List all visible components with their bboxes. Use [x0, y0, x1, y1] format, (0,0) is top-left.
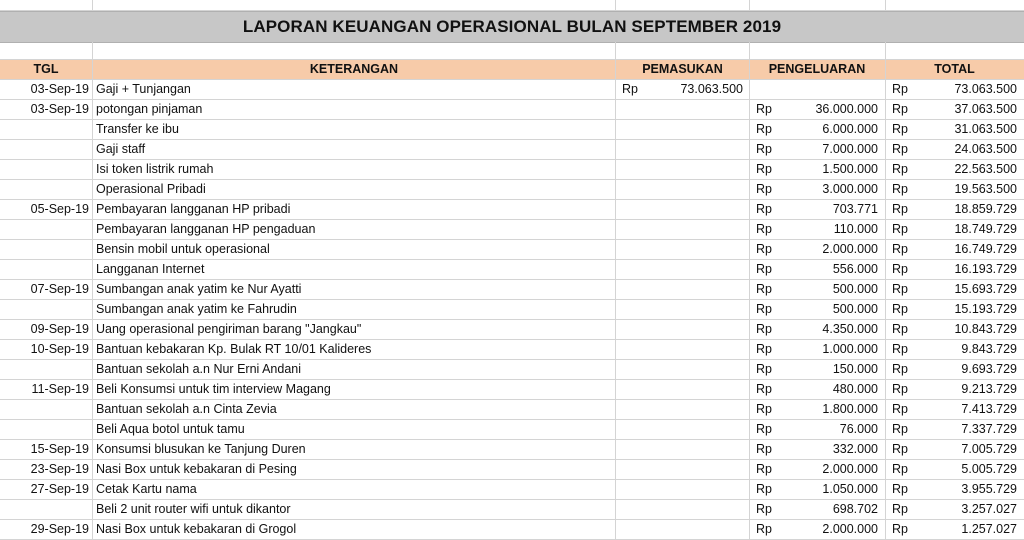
currency-label: Rp	[892, 442, 908, 456]
cell-pemasukan[interactable]	[616, 140, 750, 160]
amount-value: 73.063.500	[680, 82, 743, 96]
amount-value: 2.000.000	[822, 522, 878, 536]
currency-label: Rp	[892, 462, 908, 476]
cell-total[interactable]	[886, 420, 1024, 440]
cell-pengeluaran[interactable]	[750, 360, 886, 380]
currency-label: Rp	[892, 502, 908, 516]
cell-pemasukan[interactable]	[616, 400, 750, 420]
currency-label: Rp	[892, 482, 908, 496]
cell-keterangan[interactable]: Pembayaran langganan HP pribadi	[93, 200, 616, 220]
amount-value: 698.702	[832, 502, 878, 516]
table-row	[0, 320, 1024, 340]
cell-pemasukan[interactable]	[616, 180, 750, 200]
cell-pengeluaran[interactable]	[750, 240, 886, 260]
table-row	[0, 260, 1024, 280]
amount-value: 7.000.000	[822, 142, 878, 156]
cell-tgl[interactable]	[0, 180, 93, 200]
currency-label: Rp	[756, 242, 772, 256]
cell-keterangan[interactable]: Konsumsi blusukan ke Tanjung Duren	[93, 440, 616, 460]
amount-value: 3.257.027	[961, 502, 1017, 516]
cell-total[interactable]	[886, 440, 1024, 460]
cell-pemasukan[interactable]	[616, 320, 750, 340]
cell-total[interactable]	[886, 340, 1024, 360]
cell-total[interactable]	[886, 80, 1024, 100]
currency-label: Rp	[892, 222, 908, 236]
amount-value: 15.193.729	[954, 302, 1017, 316]
amount-value: 15.693.729	[954, 282, 1017, 296]
amount-value: 7.337.729	[961, 422, 1017, 436]
amount-value: 500.000	[832, 302, 878, 316]
cell-tgl[interactable]	[0, 400, 93, 420]
amount-value: 1.257.027	[961, 522, 1017, 536]
cell-pengeluaran[interactable]	[750, 160, 886, 180]
cell-pemasukan[interactable]	[616, 440, 750, 460]
cell-tgl[interactable]	[0, 240, 93, 260]
cell-tgl[interactable]: 10-Sep-19	[0, 340, 93, 360]
amount-value: 110.000	[833, 222, 878, 236]
empty-cell[interactable]	[886, 0, 1024, 11]
currency-label: Rp	[892, 322, 908, 336]
currency-label: Rp	[892, 262, 908, 276]
currency-label: Rp	[892, 382, 908, 396]
table-row	[0, 440, 1024, 460]
empty-cell[interactable]	[93, 0, 616, 11]
amount-value: 150.000	[832, 362, 878, 376]
cell-total[interactable]	[886, 100, 1024, 120]
currency-label: Rp	[892, 342, 908, 356]
cell-pemasukan[interactable]	[616, 240, 750, 260]
empty-cell[interactable]	[0, 42, 93, 60]
cell-total[interactable]	[886, 480, 1024, 500]
empty-cell[interactable]	[93, 42, 616, 60]
cell-pemasukan[interactable]	[616, 200, 750, 220]
currency-label: Rp	[892, 402, 908, 416]
amount-value: 2.000.000	[822, 242, 878, 256]
cell-keterangan[interactable]: Sumbangan anak yatim ke Nur Ayatti	[93, 280, 616, 300]
currency-label: Rp	[756, 122, 772, 136]
amount-value: 22.563.500	[954, 162, 1017, 176]
cell-total[interactable]	[886, 500, 1024, 520]
currency-label: Rp	[756, 142, 772, 156]
table-row	[0, 180, 1024, 200]
currency-label: Rp	[756, 182, 772, 196]
cell-pemasukan[interactable]	[616, 120, 750, 140]
currency-label: Rp	[892, 182, 908, 196]
amount-value: 73.063.500	[954, 82, 1017, 96]
table-row	[0, 520, 1024, 540]
currency-label: Rp	[892, 422, 908, 436]
currency-label: Rp	[756, 522, 772, 536]
empty-top-row[interactable]	[0, 0, 1024, 11]
amount-value: 556.000	[832, 262, 878, 276]
currency-label: Rp	[756, 222, 772, 236]
cell-pemasukan[interactable]	[616, 520, 750, 540]
amount-value: 1.050.000	[822, 482, 878, 496]
column-header-row	[0, 60, 1024, 80]
cell-pengeluaran[interactable]	[750, 320, 886, 340]
amount-value: 5.005.729	[961, 462, 1017, 476]
cell-pemasukan[interactable]	[616, 220, 750, 240]
cell-tgl[interactable]	[0, 160, 93, 180]
cell-pemasukan[interactable]	[616, 380, 750, 400]
cell-keterangan[interactable]: Beli Konsumsi untuk tim interview Magang	[93, 380, 616, 400]
table-row	[0, 140, 1024, 160]
empty-cell[interactable]	[750, 42, 886, 60]
cell-total[interactable]	[886, 320, 1024, 340]
currency-label: Rp	[756, 422, 772, 436]
amount-value: 1.800.000	[822, 402, 878, 416]
amount-value: 7.413.729	[961, 402, 1017, 416]
cell-pengeluaran[interactable]	[750, 380, 886, 400]
cell-pengeluaran[interactable]	[750, 480, 886, 500]
currency-label: Rp	[756, 102, 772, 116]
table-row	[0, 340, 1024, 360]
cell-pengeluaran[interactable]	[750, 140, 886, 160]
cell-pengeluaran[interactable]	[750, 180, 886, 200]
amount-value: 37.063.500	[954, 102, 1017, 116]
cell-pemasukan[interactable]	[616, 280, 750, 300]
currency-label: Rp	[756, 442, 772, 456]
amount-value: 1.500.000	[822, 162, 878, 176]
amount-value: 18.749.729	[954, 222, 1017, 236]
header-total[interactable]: TOTAL	[886, 60, 1024, 80]
cell-keterangan[interactable]: Beli Aqua botol untuk tamu	[93, 420, 616, 440]
cell-pengeluaran[interactable]	[750, 80, 886, 100]
table-row	[0, 200, 1024, 220]
currency-label: Rp	[756, 262, 772, 276]
currency-label: Rp	[892, 122, 908, 136]
cell-keterangan[interactable]: potongan pinjaman	[93, 100, 616, 120]
amount-value: 6.000.000	[822, 122, 878, 136]
cell-pemasukan[interactable]	[616, 420, 750, 440]
cell-tgl[interactable]	[0, 500, 93, 520]
currency-label: Rp	[756, 342, 772, 356]
cell-pengeluaran[interactable]	[750, 120, 886, 140]
header-keterangan[interactable]: KETERANGAN	[93, 60, 616, 80]
cell-pengeluaran[interactable]	[750, 260, 886, 280]
amount-value: 9.693.729	[961, 362, 1017, 376]
cell-tgl[interactable]: 23-Sep-19	[0, 460, 93, 480]
currency-label: Rp	[892, 142, 908, 156]
empty-row[interactable]	[0, 42, 1024, 60]
cell-keterangan[interactable]: Bantuan sekolah a.n Nur Erni Andani	[93, 360, 616, 380]
cell-pengeluaran[interactable]	[750, 400, 886, 420]
cell-keterangan[interactable]: Bantuan kebakaran Kp. Bulak RT 10/01 Kalideres	[93, 340, 616, 360]
table-row	[0, 120, 1024, 140]
currency-label: Rp	[756, 482, 772, 496]
table-row	[0, 300, 1024, 320]
cell-total[interactable]	[886, 300, 1024, 320]
table-row	[0, 400, 1024, 420]
currency-label: Rp	[756, 402, 772, 416]
cell-total[interactable]	[886, 240, 1024, 260]
cell-total[interactable]	[886, 360, 1024, 380]
cell-keterangan[interactable]: Pembayaran langganan HP pengaduan	[93, 220, 616, 240]
amount-value: 19.563.500	[954, 182, 1017, 196]
cell-total[interactable]	[886, 120, 1024, 140]
cell-total[interactable]	[886, 220, 1024, 240]
cell-keterangan[interactable]: Bantuan sekolah a.n Cinta Zevia	[93, 400, 616, 420]
amount-value: 332.000	[832, 442, 878, 456]
currency-label: Rp	[756, 202, 772, 216]
cell-tgl[interactable]: 05-Sep-19	[0, 200, 93, 220]
table-row	[0, 500, 1024, 520]
cell-keterangan[interactable]: Sumbangan anak yatim ke Fahrudin	[93, 300, 616, 320]
cell-pemasukan[interactable]	[616, 460, 750, 480]
cell-pengeluaran[interactable]	[750, 280, 886, 300]
report-title: LAPORAN KEUANGAN OPERASIONAL BULAN SEPTEMBER 2019	[242, 17, 782, 36]
cell-total[interactable]	[886, 180, 1024, 200]
currency-label: Rp	[892, 282, 908, 296]
cell-total[interactable]	[886, 460, 1024, 480]
cell-pemasukan[interactable]	[616, 500, 750, 520]
cell-total[interactable]	[886, 400, 1024, 420]
amount-value: 36.000.000	[815, 102, 878, 116]
cell-tgl[interactable]: 09-Sep-19	[0, 320, 93, 340]
cell-keterangan[interactable]: Gaji staff	[93, 140, 616, 160]
cell-keterangan[interactable]: Isi token listrik rumah	[93, 160, 616, 180]
table-row	[0, 360, 1024, 380]
cell-pengeluaran[interactable]	[750, 100, 886, 120]
amount-value: 4.350.000	[822, 322, 878, 336]
cell-keterangan[interactable]: Cetak Kartu nama	[93, 480, 616, 500]
cell-pengeluaran[interactable]	[750, 300, 886, 320]
amount-value: 1.000.000	[822, 342, 878, 356]
report-title-cell[interactable]	[0, 11, 1024, 43]
cell-tgl[interactable]	[0, 420, 93, 440]
cell-tgl[interactable]	[0, 120, 93, 140]
currency-label: Rp	[756, 162, 772, 176]
currency-label: Rp	[756, 322, 772, 336]
cell-pengeluaran[interactable]	[750, 200, 886, 220]
cell-keterangan[interactable]: Beli 2 unit router wifi untuk dikantor	[93, 500, 616, 520]
currency-label: Rp	[756, 362, 772, 376]
amount-value: 3.955.729	[961, 482, 1017, 496]
empty-cell[interactable]	[616, 42, 750, 60]
cell-tgl[interactable]	[0, 220, 93, 240]
cell-keterangan[interactable]: Langganan Internet	[93, 260, 616, 280]
cell-pengeluaran[interactable]	[750, 440, 886, 460]
amount-value: 9.843.729	[961, 342, 1017, 356]
currency-label: Rp	[892, 242, 908, 256]
amount-value: 24.063.500	[954, 142, 1017, 156]
cell-keterangan[interactable]: Operasional Pribadi	[93, 180, 616, 200]
table-row	[0, 280, 1024, 300]
amount-value: 480.000	[832, 382, 878, 396]
empty-cell[interactable]	[750, 0, 886, 11]
currency-label: Rp	[622, 82, 638, 96]
cell-total[interactable]	[886, 260, 1024, 280]
cell-total[interactable]	[886, 160, 1024, 180]
table-row	[0, 160, 1024, 180]
cell-pemasukan[interactable]	[616, 260, 750, 280]
cell-tgl[interactable]	[0, 140, 93, 160]
cell-keterangan[interactable]: Transfer ke ibu	[93, 120, 616, 140]
empty-cell[interactable]	[616, 0, 750, 11]
table-row	[0, 100, 1024, 120]
amount-value: 703.771	[832, 202, 878, 216]
cell-total[interactable]	[886, 520, 1024, 540]
amount-value: 2.000.000	[822, 462, 878, 476]
cell-pemasukan[interactable]	[616, 160, 750, 180]
currency-label: Rp	[892, 162, 908, 176]
amount-value: 31.063.500	[954, 122, 1017, 136]
header-tgl[interactable]: TGL	[0, 60, 93, 80]
cell-keterangan[interactable]: Nasi Box untuk kebakaran di Pesing	[93, 460, 616, 480]
amount-value: 76.000	[839, 422, 878, 436]
currency-label: Rp	[756, 502, 772, 516]
empty-cell[interactable]	[0, 0, 93, 11]
amount-value: 16.749.729	[954, 242, 1017, 256]
currency-label: Rp	[892, 522, 908, 536]
header-pemasukan[interactable]: PEMASUKAN	[616, 60, 750, 80]
cell-pemasukan[interactable]	[616, 360, 750, 380]
cell-pengeluaran[interactable]	[750, 220, 886, 240]
table-row	[0, 420, 1024, 440]
currency-label: Rp	[756, 282, 772, 296]
cell-total[interactable]	[886, 140, 1024, 160]
currency-label: Rp	[892, 202, 908, 216]
currency-label: Rp	[756, 462, 772, 476]
amount-value: 500.000	[832, 282, 878, 296]
amount-value: 16.193.729	[954, 262, 1017, 276]
amount-value: 10.843.729	[954, 322, 1017, 336]
currency-label: Rp	[892, 362, 908, 376]
cell-tgl[interactable]	[0, 260, 93, 280]
cell-pemasukan[interactable]	[616, 80, 750, 100]
cell-tgl[interactable]: 29-Sep-19	[0, 520, 93, 540]
cell-pemasukan[interactable]	[616, 340, 750, 360]
cell-keterangan[interactable]: Bensin mobil untuk operasional	[93, 240, 616, 260]
table-row	[0, 220, 1024, 240]
cell-tgl[interactable]: 03-Sep-19	[0, 80, 93, 100]
cell-pemasukan[interactable]	[616, 480, 750, 500]
table-row	[0, 480, 1024, 500]
cell-tgl[interactable]: 03-Sep-19	[0, 100, 93, 120]
amount-value: 9.213.729	[961, 382, 1017, 396]
empty-cell[interactable]	[886, 42, 1024, 60]
currency-label: Rp	[892, 302, 908, 316]
cell-tgl[interactable]: 15-Sep-19	[0, 440, 93, 460]
table-row	[0, 460, 1024, 480]
amount-value: 18.859.729	[954, 202, 1017, 216]
cell-pengeluaran[interactable]	[750, 520, 886, 540]
amount-value: 7.005.729	[961, 442, 1017, 456]
cell-keterangan[interactable]: Gaji + Tunjangan	[93, 80, 616, 100]
amount-value: 3.000.000	[822, 182, 878, 196]
cell-pengeluaran[interactable]	[750, 500, 886, 520]
cell-keterangan[interactable]: Nasi Box untuk kebakaran di Grogol	[93, 520, 616, 540]
cell-pengeluaran[interactable]	[750, 420, 886, 440]
currency-label: Rp	[756, 382, 772, 396]
cell-pengeluaran[interactable]	[750, 340, 886, 360]
cell-tgl[interactable]	[0, 300, 93, 320]
table-row	[0, 240, 1024, 260]
cell-total[interactable]	[886, 380, 1024, 400]
currency-label: Rp	[756, 302, 772, 316]
currency-label: Rp	[892, 82, 908, 96]
cell-tgl[interactable]: 27-Sep-19	[0, 480, 93, 500]
header-pengeluaran[interactable]: PENGELUARAN	[750, 60, 886, 80]
table-row	[0, 80, 1024, 100]
cell-tgl[interactable]: 07-Sep-19	[0, 280, 93, 300]
cell-tgl[interactable]	[0, 360, 93, 380]
cell-keterangan[interactable]: Uang operasional pengiriman barang "Jangkau"	[93, 320, 616, 340]
cell-pemasukan[interactable]	[616, 300, 750, 320]
cell-total[interactable]	[886, 280, 1024, 300]
cell-total[interactable]	[886, 200, 1024, 220]
cell-tgl[interactable]: 11-Sep-19	[0, 380, 93, 400]
cell-pemasukan[interactable]	[616, 100, 750, 120]
currency-label: Rp	[892, 102, 908, 116]
cell-pengeluaran[interactable]	[750, 460, 886, 480]
table-row	[0, 380, 1024, 400]
